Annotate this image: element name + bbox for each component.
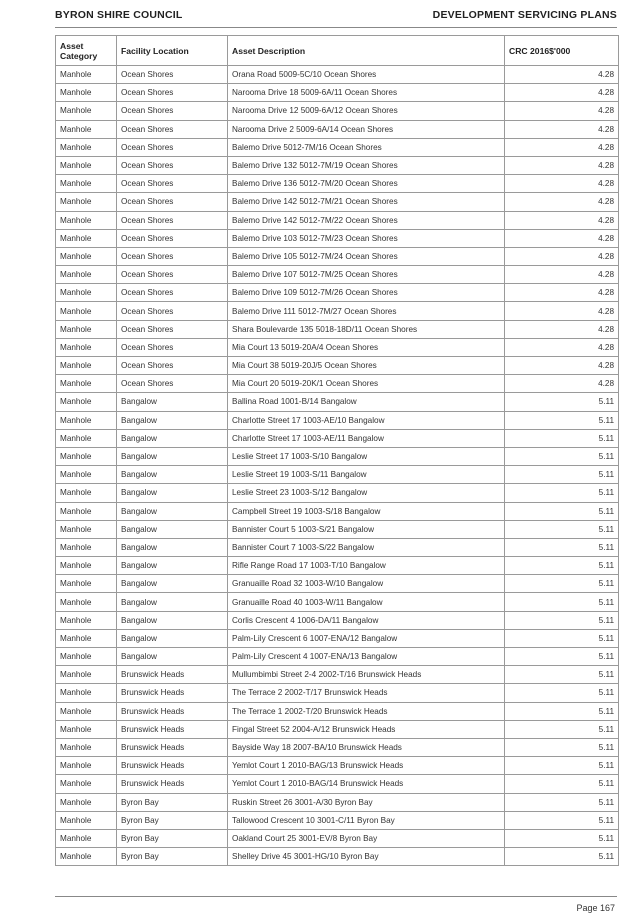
table-row — [56, 66, 619, 84]
cell-facility-location: Brunswick Heads — [117, 738, 228, 756]
cell-facility-location: Ocean Shores — [117, 211, 228, 229]
cell-asset-category: Manhole — [56, 629, 117, 647]
cell-crc: 5.11 — [505, 629, 619, 647]
cell-asset-description: Ballina Road 1001-B/14 Bangalow — [228, 393, 505, 411]
cell-asset-description: Oakland Court 25 3001-EV/8 Byron Bay — [228, 829, 505, 847]
cell-facility-location: Ocean Shores — [117, 229, 228, 247]
cell-crc: 5.11 — [505, 593, 619, 611]
cell-facility-location: Byron Bay — [117, 848, 228, 866]
cell-facility-location: Ocean Shores — [117, 84, 228, 102]
cell-asset-description: Granuaille Road 32 1003-W/10 Bangalow — [228, 575, 505, 593]
table-row — [56, 84, 619, 102]
cell-facility-location: Ocean Shores — [117, 175, 228, 193]
cell-crc: 5.11 — [505, 484, 619, 502]
cell-facility-location: Ocean Shores — [117, 66, 228, 84]
header-divider — [55, 27, 617, 28]
cell-facility-location: Bangalow — [117, 593, 228, 611]
table-row — [56, 666, 619, 684]
cell-asset-description: Leslie Street 17 1003-S/10 Bangalow — [228, 447, 505, 465]
cell-asset-description: Bannister Court 5 1003-S/21 Bangalow — [228, 520, 505, 538]
cell-asset-category: Manhole — [56, 757, 117, 775]
table-row — [56, 793, 619, 811]
cell-crc: 4.28 — [505, 266, 619, 284]
council-name: BYRON SHIRE COUNCIL — [55, 9, 183, 21]
table-row — [56, 357, 619, 375]
cell-crc: 5.11 — [505, 829, 619, 847]
cell-crc: 5.11 — [505, 447, 619, 465]
table-row — [56, 393, 619, 411]
table-row — [56, 684, 619, 702]
cell-asset-category: Manhole — [56, 520, 117, 538]
cell-crc: 4.28 — [505, 211, 619, 229]
cell-asset-category: Manhole — [56, 575, 117, 593]
cell-crc: 5.11 — [505, 720, 619, 738]
cell-asset-description: Ruskin Street 26 3001-A/30 Byron Bay — [228, 793, 505, 811]
cell-asset-category: Manhole — [56, 484, 117, 502]
cell-facility-location: Byron Bay — [117, 811, 228, 829]
table-row — [56, 447, 619, 465]
cell-asset-description: Palm-Lily Crescent 6 1007-ENA/12 Bangalow — [228, 629, 505, 647]
cell-asset-category: Manhole — [56, 193, 117, 211]
cell-asset-description: Balemo Drive 103 5012-7M/23 Ocean Shores — [228, 229, 505, 247]
cell-asset-description: Mia Court 20 5019-20K/1 Ocean Shores — [228, 375, 505, 393]
cell-facility-location: Bangalow — [117, 520, 228, 538]
cell-asset-description: Orana Road 5009-5C/10 Ocean Shores — [228, 66, 505, 84]
table-row — [56, 102, 619, 120]
cell-facility-location: Ocean Shores — [117, 120, 228, 138]
asset-table — [55, 35, 619, 866]
cell-facility-location: Bangalow — [117, 466, 228, 484]
table-row — [56, 611, 619, 629]
cell-asset-category: Manhole — [56, 466, 117, 484]
table-row — [56, 229, 619, 247]
cell-asset-category: Manhole — [56, 702, 117, 720]
table-row — [56, 848, 619, 866]
table-row — [56, 320, 619, 338]
table-row — [56, 284, 619, 302]
cell-crc: 4.28 — [505, 193, 619, 211]
cell-asset-category: Manhole — [56, 66, 117, 84]
cell-facility-location: Bangalow — [117, 411, 228, 429]
cell-crc: 4.28 — [505, 175, 619, 193]
cell-asset-description: Mullumbimbi Street 2-4 2002-T/16 Brunswick Heads — [228, 666, 505, 684]
cell-crc: 5.11 — [505, 557, 619, 575]
cell-facility-location: Ocean Shores — [117, 156, 228, 174]
cell-crc: 4.28 — [505, 138, 619, 156]
cell-crc: 5.11 — [505, 393, 619, 411]
cell-crc: 4.28 — [505, 375, 619, 393]
cell-crc: 5.11 — [505, 466, 619, 484]
cell-asset-description: Balemo Drive 136 5012-7M/20 Ocean Shores — [228, 175, 505, 193]
cell-asset-category: Manhole — [56, 211, 117, 229]
cell-crc: 4.28 — [505, 247, 619, 265]
cell-asset-category: Manhole — [56, 102, 117, 120]
table-row — [56, 520, 619, 538]
cell-facility-location: Bangalow — [117, 557, 228, 575]
cell-crc: 5.11 — [505, 411, 619, 429]
cell-asset-category: Manhole — [56, 357, 117, 375]
cell-asset-category: Manhole — [56, 738, 117, 756]
cell-asset-category: Manhole — [56, 84, 117, 102]
column-header-crc: CRC 2016$'000 — [505, 36, 619, 66]
cell-crc: 5.11 — [505, 811, 619, 829]
cell-asset-category: Manhole — [56, 557, 117, 575]
table-row — [56, 156, 619, 174]
cell-facility-location: Ocean Shores — [117, 138, 228, 156]
cell-facility-location: Ocean Shores — [117, 302, 228, 320]
table-row — [56, 538, 619, 556]
cell-asset-description: Palm-Lily Crescent 4 1007-ENA/13 Bangalow — [228, 648, 505, 666]
cell-asset-description: The Terrace 1 2002-T/20 Brunswick Heads — [228, 702, 505, 720]
cell-crc: 5.11 — [505, 502, 619, 520]
table-row — [56, 429, 619, 447]
table-row — [56, 247, 619, 265]
cell-crc: 5.11 — [505, 611, 619, 629]
table-row — [56, 738, 619, 756]
table-row — [56, 775, 619, 793]
cell-asset-description: Leslie Street 23 1003-S/12 Bangalow — [228, 484, 505, 502]
cell-crc: 4.28 — [505, 320, 619, 338]
column-header-asset-description: Asset Description — [228, 36, 505, 66]
table-row — [56, 266, 619, 284]
cell-facility-location: Ocean Shores — [117, 247, 228, 265]
table-row — [56, 302, 619, 320]
cell-crc: 5.11 — [505, 757, 619, 775]
cell-asset-description: Balemo Drive 142 5012-7M/22 Ocean Shores — [228, 211, 505, 229]
cell-crc: 4.28 — [505, 102, 619, 120]
cell-asset-category: Manhole — [56, 829, 117, 847]
cell-facility-location: Bangalow — [117, 502, 228, 520]
cell-facility-location: Ocean Shores — [117, 338, 228, 356]
cell-facility-location: Byron Bay — [117, 829, 228, 847]
cell-facility-location: Brunswick Heads — [117, 684, 228, 702]
cell-asset-category: Manhole — [56, 284, 117, 302]
cell-asset-description: Rifle Range Road 17 1003-T/10 Bangalow — [228, 557, 505, 575]
table-row — [56, 629, 619, 647]
cell-crc: 5.11 — [505, 666, 619, 684]
cell-facility-location: Bangalow — [117, 447, 228, 465]
column-header-facility-location: Facility Location — [117, 36, 228, 66]
cell-crc: 5.11 — [505, 575, 619, 593]
cell-asset-category: Manhole — [56, 793, 117, 811]
cell-asset-category: Manhole — [56, 593, 117, 611]
cell-asset-category: Manhole — [56, 611, 117, 629]
table-row — [56, 757, 619, 775]
cell-crc: 5.11 — [505, 848, 619, 866]
cell-facility-location: Brunswick Heads — [117, 720, 228, 738]
cell-facility-location: Ocean Shores — [117, 193, 228, 211]
cell-asset-description: Charlotte Street 17 1003-AE/10 Bangalow — [228, 411, 505, 429]
cell-asset-category: Manhole — [56, 266, 117, 284]
cell-asset-description: Balemo Drive 132 5012-7M/19 Ocean Shores — [228, 156, 505, 174]
page-number: Page 167 — [576, 903, 615, 913]
cell-asset-description: Balemo Drive 107 5012-7M/25 Ocean Shores — [228, 266, 505, 284]
cell-asset-category: Manhole — [56, 338, 117, 356]
cell-facility-location: Ocean Shores — [117, 375, 228, 393]
cell-asset-category: Manhole — [56, 538, 117, 556]
table-row — [56, 811, 619, 829]
cell-asset-category: Manhole — [56, 648, 117, 666]
table-row — [56, 502, 619, 520]
cell-asset-description: Mia Court 13 5019-20A/4 Ocean Shores — [228, 338, 505, 356]
cell-asset-description: Leslie Street 19 1003-S/11 Bangalow — [228, 466, 505, 484]
cell-facility-location: Bangalow — [117, 629, 228, 647]
cell-asset-category: Manhole — [56, 775, 117, 793]
table-row — [56, 829, 619, 847]
cell-asset-category: Manhole — [56, 429, 117, 447]
cell-facility-location: Brunswick Heads — [117, 702, 228, 720]
cell-facility-location: Bangalow — [117, 575, 228, 593]
table-row — [56, 211, 619, 229]
cell-asset-category: Manhole — [56, 138, 117, 156]
cell-asset-description: Narooma Drive 2 5009-6A/14 Ocean Shores — [228, 120, 505, 138]
cell-facility-location: Bangalow — [117, 648, 228, 666]
cell-facility-location: Brunswick Heads — [117, 775, 228, 793]
table-row — [56, 466, 619, 484]
cell-asset-category: Manhole — [56, 302, 117, 320]
cell-asset-description: Balemo Drive 142 5012-7M/21 Ocean Shores — [228, 193, 505, 211]
cell-crc: 5.11 — [505, 702, 619, 720]
cell-asset-category: Manhole — [56, 120, 117, 138]
cell-crc: 5.11 — [505, 738, 619, 756]
table-row — [56, 702, 619, 720]
cell-crc: 4.28 — [505, 284, 619, 302]
table-row — [56, 557, 619, 575]
cell-crc: 4.28 — [505, 120, 619, 138]
cell-facility-location: Ocean Shores — [117, 357, 228, 375]
cell-asset-category: Manhole — [56, 502, 117, 520]
cell-crc: 4.28 — [505, 338, 619, 356]
cell-asset-category: Manhole — [56, 684, 117, 702]
cell-asset-description: Balemo Drive 5012-7M/16 Ocean Shores — [228, 138, 505, 156]
table-row — [56, 484, 619, 502]
cell-asset-description: Granuaille Road 40 1003-W/11 Bangalow — [228, 593, 505, 611]
column-header-asset-category: Asset Category — [56, 36, 117, 66]
table-row — [56, 193, 619, 211]
cell-crc: 5.11 — [505, 648, 619, 666]
cell-facility-location: Byron Bay — [117, 793, 228, 811]
table-row — [56, 138, 619, 156]
cell-asset-description: Narooma Drive 18 5009-6A/11 Ocean Shores — [228, 84, 505, 102]
cell-asset-category: Manhole — [56, 666, 117, 684]
cell-asset-category: Manhole — [56, 447, 117, 465]
cell-asset-description: Balemo Drive 105 5012-7M/24 Ocean Shores — [228, 247, 505, 265]
cell-asset-description: Charlotte Street 17 1003-AE/11 Bangalow — [228, 429, 505, 447]
cell-asset-description: Bannister Court 7 1003-S/22 Bangalow — [228, 538, 505, 556]
cell-facility-location: Ocean Shores — [117, 284, 228, 302]
cell-asset-description: Balemo Drive 109 5012-7M/26 Ocean Shores — [228, 284, 505, 302]
cell-asset-description: Bayside Way 18 2007-BA/10 Brunswick Heads — [228, 738, 505, 756]
cell-crc: 4.28 — [505, 229, 619, 247]
cell-facility-location: Bangalow — [117, 538, 228, 556]
document-title: DEVELOPMENT SERVICING PLANS — [432, 9, 617, 21]
cell-facility-location: Ocean Shores — [117, 266, 228, 284]
cell-asset-description: Yemlot Court 1 2010-BAG/14 Brunswick Heads — [228, 775, 505, 793]
cell-asset-category: Manhole — [56, 229, 117, 247]
cell-asset-description: The Terrace 2 2002-T/17 Brunswick Heads — [228, 684, 505, 702]
table-row — [56, 720, 619, 738]
table-row — [56, 375, 619, 393]
cell-crc: 5.11 — [505, 793, 619, 811]
cell-asset-category: Manhole — [56, 811, 117, 829]
cell-facility-location: Bangalow — [117, 393, 228, 411]
cell-asset-category: Manhole — [56, 393, 117, 411]
cell-asset-category: Manhole — [56, 247, 117, 265]
cell-asset-description: Corlis Crescent 4 1006-DA/11 Bangalow — [228, 611, 505, 629]
cell-asset-description: Fingal Street 52 2004-A/12 Brunswick Heads — [228, 720, 505, 738]
table-row — [56, 593, 619, 611]
cell-asset-category: Manhole — [56, 175, 117, 193]
cell-asset-category: Manhole — [56, 375, 117, 393]
table-row — [56, 411, 619, 429]
cell-crc: 4.28 — [505, 84, 619, 102]
cell-asset-description: Shelley Drive 45 3001-HG/10 Byron Bay — [228, 848, 505, 866]
cell-asset-category: Manhole — [56, 411, 117, 429]
footer-divider — [55, 896, 617, 897]
cell-asset-description: Shara Boulevarde 135 5018-18D/11 Ocean Shores — [228, 320, 505, 338]
cell-asset-category: Manhole — [56, 720, 117, 738]
cell-crc: 4.28 — [505, 302, 619, 320]
cell-asset-description: Balemo Drive 111 5012-7M/27 Ocean Shores — [228, 302, 505, 320]
cell-asset-description: Mia Court 38 5019-20J/5 Ocean Shores — [228, 357, 505, 375]
table-header-row — [56, 36, 619, 66]
cell-facility-location: Bangalow — [117, 611, 228, 629]
cell-facility-location: Brunswick Heads — [117, 666, 228, 684]
cell-crc: 5.11 — [505, 775, 619, 793]
cell-facility-location: Bangalow — [117, 429, 228, 447]
cell-crc: 5.11 — [505, 538, 619, 556]
table-row — [56, 338, 619, 356]
cell-crc: 5.11 — [505, 520, 619, 538]
cell-facility-location: Bangalow — [117, 484, 228, 502]
cell-asset-category: Manhole — [56, 848, 117, 866]
cell-asset-description: Tallowood Crescent 10 3001-C/11 Byron Bay — [228, 811, 505, 829]
table-row — [56, 648, 619, 666]
table-body — [56, 66, 619, 866]
cell-asset-description: Campbell Street 19 1003-S/18 Bangalow — [228, 502, 505, 520]
cell-crc: 4.28 — [505, 357, 619, 375]
cell-crc: 4.28 — [505, 156, 619, 174]
cell-crc: 4.28 — [505, 66, 619, 84]
cell-crc: 5.11 — [505, 429, 619, 447]
cell-crc: 5.11 — [505, 684, 619, 702]
cell-asset-category: Manhole — [56, 320, 117, 338]
cell-facility-location: Ocean Shores — [117, 102, 228, 120]
table-row — [56, 175, 619, 193]
cell-facility-location: Brunswick Heads — [117, 757, 228, 775]
table-row — [56, 575, 619, 593]
cell-asset-category: Manhole — [56, 156, 117, 174]
cell-asset-description: Narooma Drive 12 5009-6A/12 Ocean Shores — [228, 102, 505, 120]
cell-asset-description: Yemlot Court 1 2010-BAG/13 Brunswick Heads — [228, 757, 505, 775]
cell-facility-location: Ocean Shores — [117, 320, 228, 338]
table-row — [56, 120, 619, 138]
